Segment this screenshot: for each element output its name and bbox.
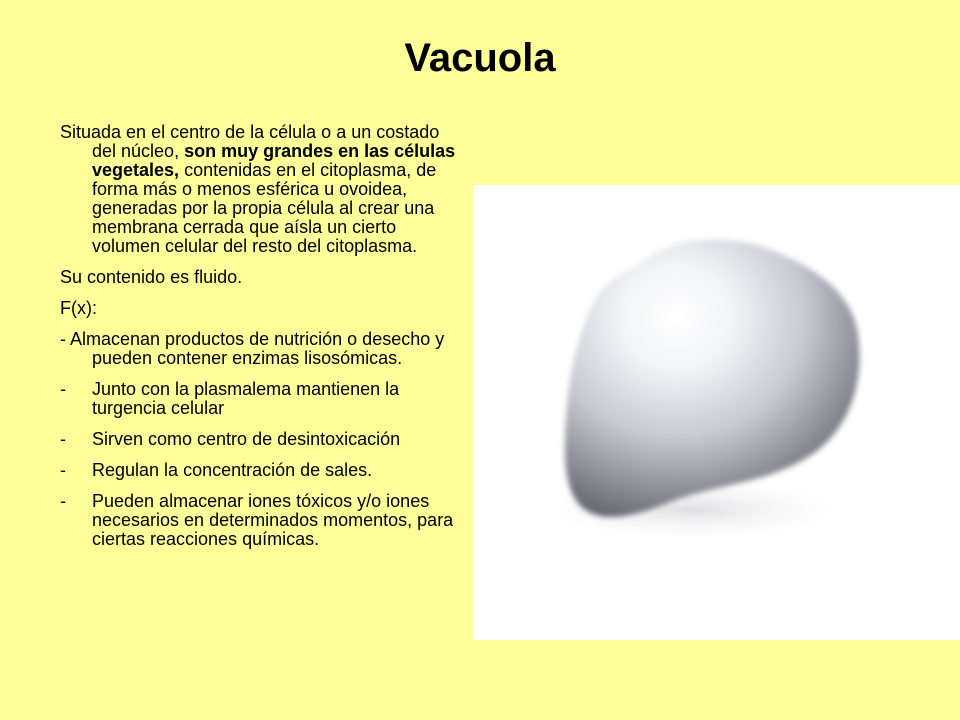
vacuole-blob-icon [473,185,960,640]
intro-text-1: Situada en el centro de la célula o a un costado del núcleo, [60,122,440,161]
bullet-dash: - [60,429,66,449]
bullet-dash: - [60,460,66,480]
intro-bold-text: son muy grandes en las células vegetales, [92,141,456,180]
intro-text-2: contenidas en el citoplasma, de forma más o menos esférica u ovoidea, generadas por la propia célula al crear una membrana cerrada que aísla un cierto volumen celular del resto del citoplasma. [92,160,437,256]
function-item-text: Junto con la plasmalema mantienen la turgencia celular [92,379,400,418]
function-item-text: Sirven como centro de desintoxicación [92,429,401,449]
function-item [60,380,465,418]
function-item-text: Pueden almacenar iones tóxicos y/o iones necesarios en determinados momentos, para ciertas reacciones químicas. [92,491,454,549]
bullet-dash: - [60,491,66,511]
function-item [60,492,465,549]
function-first-item: - Almacenan productos de nutrición o desecho y pueden contener enzimas lisosómicas. [60,329,445,368]
blob-body [565,239,860,517]
vacuole-image [473,185,960,640]
content-paragraph: Su contenido es fluido. [60,267,243,287]
slide-body [60,123,465,561]
function-item [60,430,465,449]
bullet-dash: - [60,379,66,399]
function-label: F(x): [60,298,97,318]
slide-title: Vacuola [404,36,556,80]
function-item-text: Regulan la concentración de sales. [92,460,373,480]
function-item [60,461,465,480]
intro-paragraph [60,123,465,256]
